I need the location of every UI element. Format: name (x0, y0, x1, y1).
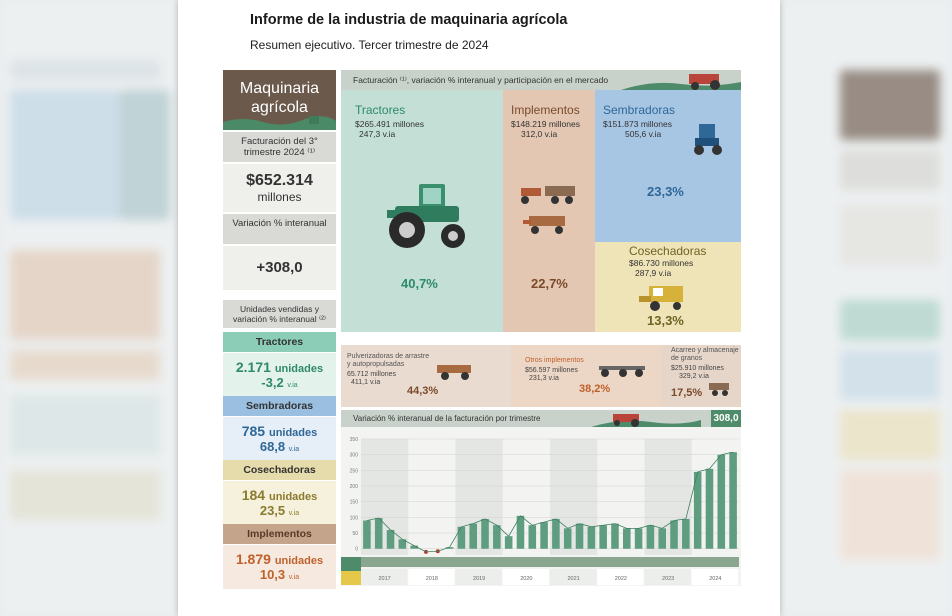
chart-bar (564, 528, 572, 548)
units-count-value: 2.171 (235, 359, 271, 375)
grain-cart-icon (705, 381, 735, 397)
chart-bar (363, 521, 371, 549)
cell-share: 23,3% (647, 184, 684, 199)
x-tick-label: 2017 (378, 576, 391, 582)
units-count (223, 551, 336, 567)
y-tick-label: 100 (349, 515, 358, 522)
chart-bar (588, 527, 596, 549)
x-tick-label: 2018 (425, 576, 438, 582)
chart-bar (670, 521, 678, 549)
chart-bar (458, 527, 466, 549)
x-tick-label: 2019 (473, 576, 486, 582)
units-change-value: 10,3 (259, 567, 286, 582)
units-change-suffix: v.ia (288, 446, 300, 453)
chart-bar (599, 525, 607, 549)
background-right (780, 0, 952, 616)
chart-banner-icon (591, 410, 701, 427)
breakdown-change: 411,1 v.ia (351, 379, 381, 386)
units-change (223, 567, 336, 582)
legend-block-alt (341, 571, 361, 585)
billing-box (223, 164, 336, 212)
units-tractores-header: Tractores (223, 332, 336, 352)
units-unit: unidades (268, 491, 318, 503)
implement-icon (595, 363, 651, 379)
seeder-icon (691, 122, 725, 158)
page-title: Informe de la industria de maquinaria agrícola (250, 12, 568, 28)
x-tick-label: 2022 (614, 576, 627, 582)
treemap-sembradoras (595, 90, 741, 242)
implement-icons (515, 182, 585, 242)
units-cosechadoras (223, 481, 336, 525)
cell-amount: $265.491 millones (355, 119, 424, 129)
breakdown-name: Pulverizadoras de arrastre y autopropulsadas (347, 353, 430, 368)
cell-amount: $148.219 millones (511, 119, 580, 129)
tractor-icon (381, 182, 471, 252)
y-tick-label: 300 (349, 452, 358, 459)
chart-bar (635, 528, 643, 548)
units-count (223, 423, 336, 439)
cell-share: 22,7% (531, 276, 568, 291)
chart-bar (729, 452, 737, 549)
breakdown-share: 44,3% (407, 385, 439, 397)
chart-bar (493, 525, 501, 549)
treemap-cosechadoras (595, 242, 741, 332)
y-tick-label: 0 (355, 546, 358, 553)
chart-bar (375, 518, 383, 549)
units-change (223, 439, 336, 454)
harvester-icon (639, 282, 695, 312)
chart-bar (552, 519, 560, 549)
breakdown-name: Otros implementos (525, 357, 584, 364)
billing-value: $652.314 (246, 172, 313, 189)
breakdown-amount: 65.712 millones (347, 371, 397, 378)
variation-value: +308,0 (223, 246, 336, 290)
breakdown-share: 38,2% (579, 383, 611, 395)
units-count-value: 785 (241, 423, 266, 439)
units-change (223, 503, 336, 518)
breakdown-amount: $25.910 millones (671, 365, 724, 372)
hills-icon (223, 114, 336, 130)
y-tick-label: 250 (349, 468, 358, 475)
cell-change: 312,0 v.ia (521, 129, 558, 139)
background-left (0, 0, 178, 616)
cell-change: 505,6 v.ia (625, 129, 662, 139)
quarterly-chart (341, 410, 741, 586)
units-unit: unidades (268, 427, 318, 439)
units-implementos-header: Implementos (223, 524, 336, 544)
breakdown-pulverizadoras (341, 345, 511, 407)
billing-label: Facturación del 3° trimestre 2024 ⁽¹⁾ (223, 132, 336, 162)
cell-name: Implementos (511, 103, 580, 117)
units-change-value: -3,2 (261, 375, 284, 390)
chart-bar (469, 524, 477, 549)
implementos-breakdown (341, 345, 741, 407)
units-implementos (223, 545, 336, 589)
chart-bar (576, 524, 584, 549)
chart-bar (529, 525, 537, 549)
tractor-banner-icon (621, 70, 741, 90)
y-tick-label: 200 (349, 484, 358, 491)
breakdown-name: Acarreo y almacenaje de granos (671, 347, 739, 362)
chart-bar (647, 525, 655, 549)
chart-bar (623, 528, 631, 548)
chart-plot (341, 427, 741, 586)
sidebar-heading-text: Maquinaria agrícola (239, 80, 320, 116)
units-unit: unidades (274, 555, 324, 567)
breakdown-share: 17,5% (671, 387, 703, 399)
units-count-value: 1.879 (235, 551, 271, 567)
chart-bar (481, 519, 489, 549)
cell-change: 247,3 v.ia (359, 129, 396, 139)
page-subtitle: Resumen ejecutivo. Tercer trimestre de 2024 (250, 38, 489, 52)
units-change-value: 23,5 (259, 503, 286, 518)
x-tick-label: 2024 (709, 576, 722, 582)
cell-name: Sembradoras (603, 103, 676, 117)
units-count (223, 487, 336, 503)
y-tick-label: 150 (349, 499, 358, 506)
billing-treemap (341, 70, 741, 332)
y-tick-label: 350 (349, 437, 358, 443)
chart-bar (611, 524, 619, 549)
variation-label: Variación % interanual (223, 214, 336, 244)
x-tick-label: 2020 (520, 576, 533, 582)
chart-last-value: 308,0 (711, 410, 741, 427)
summary-column (223, 70, 336, 586)
units-tractores (223, 353, 336, 397)
cell-change: 287,9 v.ia (635, 268, 672, 278)
units-count-value: 184 (241, 487, 266, 503)
sprayer-icon (433, 363, 483, 381)
chart-title: Variación % interanual de la facturación por trimestre (341, 410, 711, 427)
billing-unit: millones (257, 190, 302, 204)
breakdown-acarreo (661, 345, 741, 407)
cell-name: Cosechadoras (629, 244, 707, 258)
breakdown-otros (511, 345, 661, 407)
units-count (223, 359, 336, 375)
treemap-implementos (503, 90, 595, 332)
units-sembradoras-header: Sembradoras (223, 396, 336, 416)
treemap-tractores (341, 90, 503, 332)
chart-bar (540, 522, 548, 549)
report-page (178, 0, 780, 616)
chart-bar (387, 530, 395, 549)
breakdown-amount: $56.597 millones (525, 367, 578, 374)
units-change (223, 375, 336, 390)
chart-bar (718, 455, 726, 549)
y-tick-label: 50 (352, 531, 358, 538)
quarter-strip (361, 557, 739, 567)
units-change-suffix: v.ia (288, 574, 300, 581)
units-cosechadoras-header: Cosechadoras (223, 460, 336, 480)
cell-name: Tractores (355, 103, 406, 117)
chart-bar (682, 519, 690, 549)
chart-bar (505, 536, 513, 549)
units-change-suffix: v.ia (288, 510, 300, 517)
units-sembradoras (223, 417, 336, 461)
x-tick-label: 2023 (662, 576, 675, 582)
cell-amount: $86.730 millones (629, 258, 694, 268)
cell-share: 40,7% (401, 276, 438, 291)
x-tick-label: 2021 (567, 576, 580, 582)
units-label: Unidades vendidas y variación % interanual ⁽²⁾ (223, 300, 336, 328)
units-unit: unidades (274, 363, 324, 375)
breakdown-change: 329,2 v.ia (679, 373, 709, 380)
breakdown-change: 231,3 v.ia (529, 375, 559, 382)
units-change-suffix: v.ia (287, 382, 298, 389)
chart-bar (706, 469, 714, 549)
treemap-header: Facturación ⁽¹⁾, variación % interanual y participación en el mercado (341, 70, 741, 90)
units-change-value: 68,8 (259, 439, 286, 454)
chart-bar (658, 528, 666, 548)
cell-share: 13,3% (647, 313, 684, 328)
sidebar-heading (223, 70, 336, 130)
cell-amount: $151.873 millones (603, 119, 672, 129)
